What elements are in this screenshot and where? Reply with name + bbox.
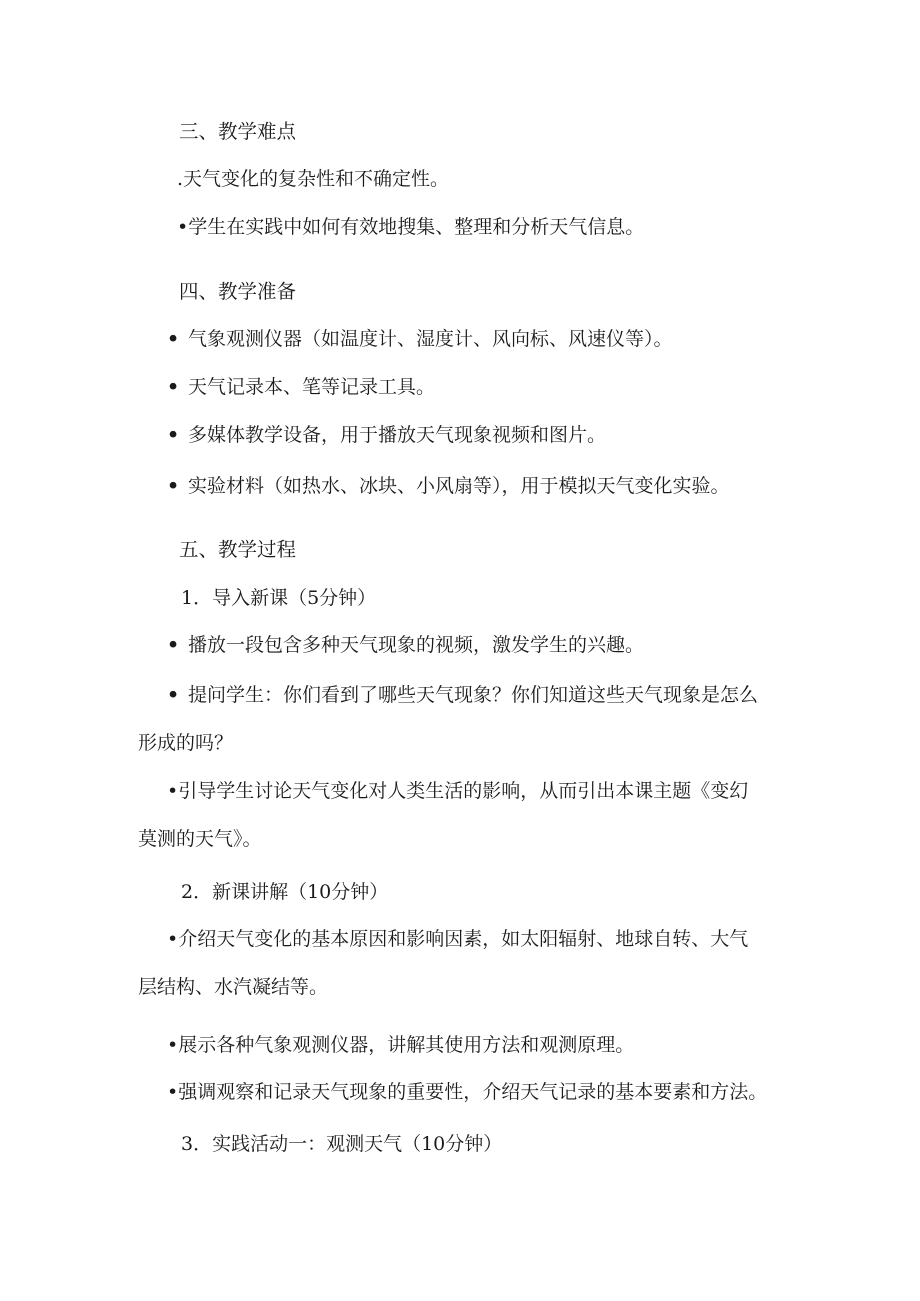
heading-process: 五、教学过程	[179, 538, 297, 561]
step3-title: 3．实践活动一：观测天气（10分钟）	[181, 1133, 503, 1155]
bullet-marker: •	[167, 328, 180, 350]
difficulty-item-1: .天气变化的复杂性和不确定性。	[177, 168, 450, 190]
bullet-marker: •	[167, 634, 180, 656]
bullet-marker: •	[167, 376, 180, 398]
step1-item-2: 提问学生：你们看到了哪些天气现象？你们知道这些天气现象是怎么	[188, 684, 759, 706]
bullet-marker: •	[167, 424, 180, 446]
step1-item-1: 播放一段包含多种天气现象的视频，激发学生的兴趣。	[188, 634, 645, 656]
step1-title: 1．导入新课（5分钟）	[181, 587, 377, 609]
step2-title: 2．新课讲解（10分钟）	[181, 881, 389, 903]
step2-item-1: •介绍天气变化的基本原因和影响因素，如太阳辐射、地球自转、大气	[167, 928, 749, 950]
preparation-item-1: 气象观测仪器（如温度计、湿度计、风向标、风速仪等）。	[188, 328, 673, 350]
heading-preparation: 四、教学准备	[179, 280, 297, 303]
step1-item-3-cont: 莫测的天气》。	[138, 828, 262, 850]
step2-item-3: •强调观察和记录天气现象的重要性，介绍天气记录的基本要素和方法。	[167, 1081, 768, 1103]
bullet-marker: •	[167, 684, 180, 706]
preparation-item-2: 天气记录本、笔等记录工具。	[188, 376, 436, 398]
bullet-marker: •	[167, 475, 180, 497]
difficulty-item-2: •学生在实践中如何有效地搜集、整理和分析天气信息。	[177, 216, 645, 238]
heading-difficulties: 三、教学难点	[179, 120, 297, 143]
step1-item-3: •引导学生讨论天气变化对人类生活的影响，从而引出本课主题《变幻	[167, 780, 749, 802]
step2-item-1-cont: 层结构、水汽凝结等。	[138, 976, 329, 998]
preparation-item-4: 实验材料（如热水、冰块、小风扇等），用于模拟天气变化实验。	[188, 475, 730, 497]
step2-item-2: •展示各种气象观测仪器，讲解其使用方法和观测原理。	[167, 1034, 635, 1056]
step1-item-2-cont: 形成的吗？	[138, 732, 234, 754]
preparation-item-3: 多媒体教学设备，用于播放天气现象视频和图片。	[188, 424, 607, 446]
